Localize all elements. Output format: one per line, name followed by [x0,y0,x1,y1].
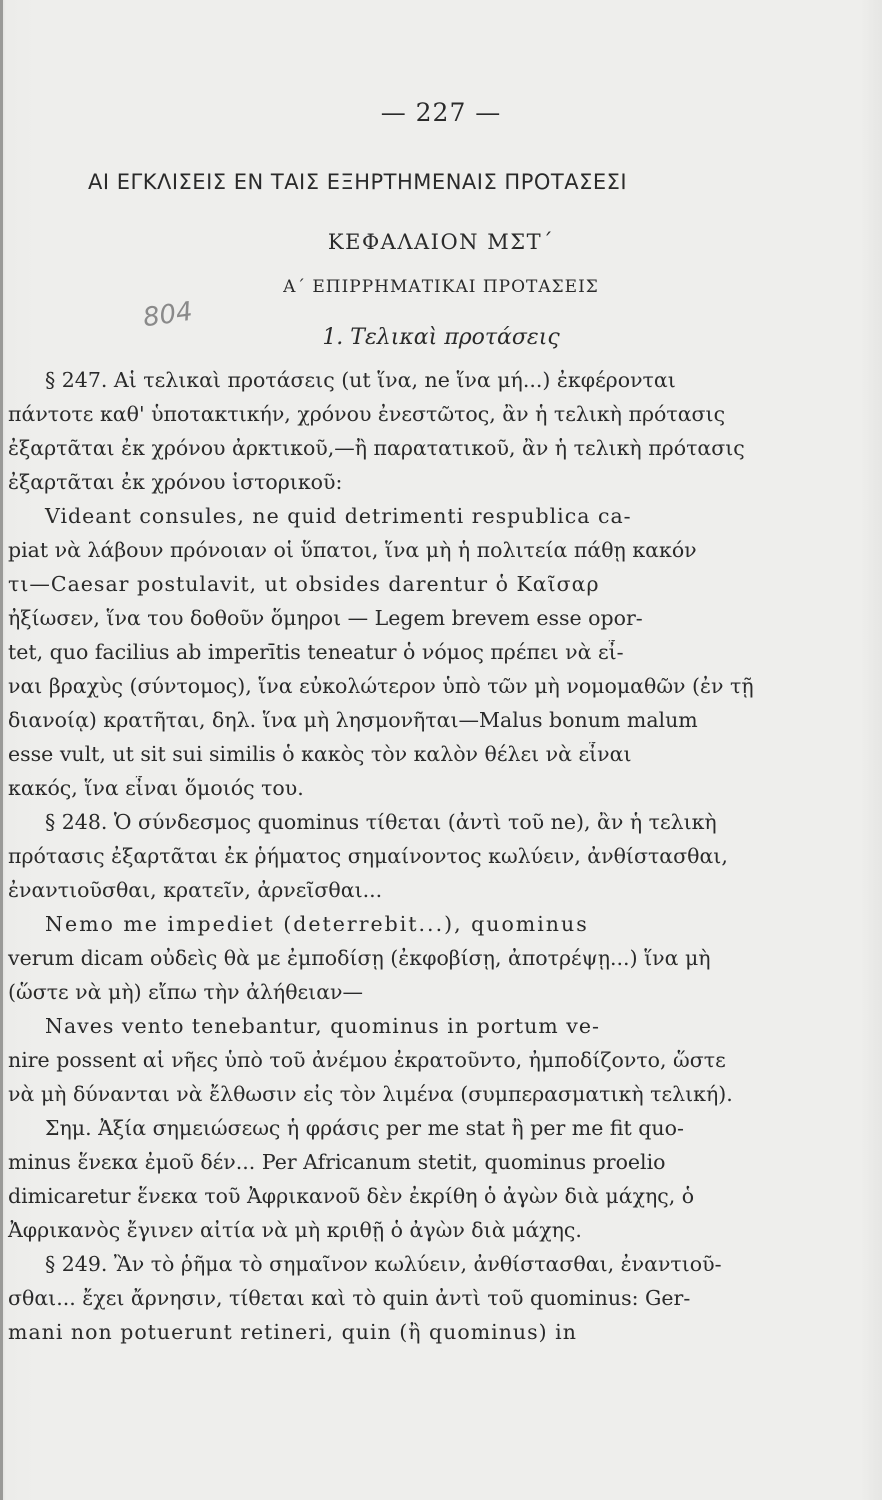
text-line: σθαι... ἔχει ἄρνησιν, τίθεται καὶ τὸ quin ἀντὶ τοῦ quominus: Ger- [8,1286,691,1310]
text-line: § 249. Ἂν τὸ ῥῆμα τὸ σημαῖνον κωλύειν, ἀνθίστασθαι, ἐναντιοῦ- [45,1252,722,1276]
section-heading: Α΄ ΕΠΙΡΡΗΜΑΤΙΚΑΙ ΠΡΟΤΑΣΕΙΣ [283,277,599,297]
text-line: Videant consules, ne quid detrimenti respublica ca- [45,504,632,528]
text-line: Nemo me impediet (deterrebit...), quominus [45,912,589,936]
chapter-heading: ΚΕΦΑΛΑΙΟΝ ΜΣΤ΄ [327,230,555,254]
text-line: πρότασις ἐξαρτᾶται ἐκ ῥήματος σημαίνοντος κωλύειν, ἀνθίστασθαι, [8,844,728,868]
page-number: — 227 — [380,98,502,127]
text-line: διανοίᾳ) κρατῆται, δηλ. ἵνα μὴ λησμονῆται—Malus bonum malum [8,708,698,732]
text-line: § 247. Αἱ τελικαὶ προτάσεις (ut ἵνα, ne ἵνα μή...) ἐκφέρονται [45,368,676,392]
text-line: nire possent αἱ νῆες ὑπὸ τοῦ ἀνέμου ἐκρατοῦντο, ἠμποδίζοντο, ὥστε [8,1048,726,1072]
text-line: ἠξίωσεν, ἵνα του δοθοῦν ὅμηροι — Legem brevem esse opor- [8,606,643,630]
text-line: πάντοτε καθ' ὑποτακτικήν, χρόνου ἐνεστῶτος, ἂν ἡ τελικὴ πρότασις [8,402,726,426]
text-line: τι—Caesar postulavit, ut obsides darentur ὁ Καῖσαρ [8,572,600,596]
text-line: ἐξαρτᾶται ἐκ χρόνου ἀρκτικοῦ,—ἢ παρατατικοῦ, ἂν ἡ τελικὴ πρότασις [8,436,745,460]
text-line: minus ἕνεκα ἐμοῦ δέν... Per Africanum stetit, quominus proelio [8,1150,666,1174]
ink-stamp: 804 [141,296,195,334]
text-line: mani non potuerunt retineri, quin (ἢ quominus) in [8,1320,577,1344]
text-line: κακός, ἵνα εἶναι ὅμοιός του. [8,776,304,800]
text-line: esse vult, ut sit sui similis ὁ κακὸς τὸν καλὸν θέλει νὰ εἶναι [8,742,632,766]
text-line: § 248. Ὁ σύνδεσμος quominus τίθεται (ἀντὶ τοῦ ne), ἂν ἡ τελικὴ [45,810,717,834]
text-line: Σημ. Ἀξία σημειώσεως ἡ φράσις per me stat ἢ per me fit quo- [45,1116,684,1140]
text-line: Naves vento tenebantur, quominus in portum ve- [45,1014,600,1038]
text-line: (ὥστε νὰ μὴ) εἴπω τὴν ἀλήθειαν— [8,980,364,1004]
text-line: tet, quo facilius ab imperītis teneatur ὁ νόμος πρέπει νὰ εἶ- [8,640,624,664]
text-line: ναι βραχὺς (σύντομος), ἵνα εὐκολώτερον ὑπὸ τῶν μὴ νομομαθῶν (ἐν τῇ [8,674,754,698]
page-title: ΑΙ ΕΓΚΛΙΣΕΙΣ ΕΝ ΤΑΙΣ ΕΞΗΡΤΗΜΕΝΑΙΣ ΠΡΟΤΑΣΕΣΙ [88,170,628,194]
text-line: Ἀφρικανὸς ἔγινεν αἰτία νὰ μὴ κριθῇ ὁ ἀγὼν διὰ μάχης. [8,1218,582,1242]
subsection-heading: 1. Τελικαὶ προτάσεις [322,325,560,350]
text-line: ἐναντιοῦσθαι, κρατεῖν, ἀρνεῖσθαι... [8,878,383,902]
text-line: verum dicam οὐδεὶς θὰ με ἐμποδίσῃ (ἐκφοβίσῃ, ἀποτρέψῃ...) ἵνα μὴ [8,946,711,970]
text-line: ἐξαρτᾶται ἐκ χρόνου ἱστορικοῦ: [8,470,343,494]
text-line: dimicaretur ἕνεκα τοῦ Ἀφρικανοῦ δὲν ἐκρίθη ὁ ἀγὼν διὰ μάχης, ὁ [8,1184,695,1208]
text-line: piat νὰ λάβουν πρόνοιαν οἱ ὕπατοι, ἵνα μὴ ἡ πολιτεία πάθῃ κακόν [8,538,697,562]
text-line: νὰ μὴ δύνανται νὰ ἔλθωσιν εἰς τὸν λιμένα (συμπερασματικὴ τελική). [8,1082,733,1106]
